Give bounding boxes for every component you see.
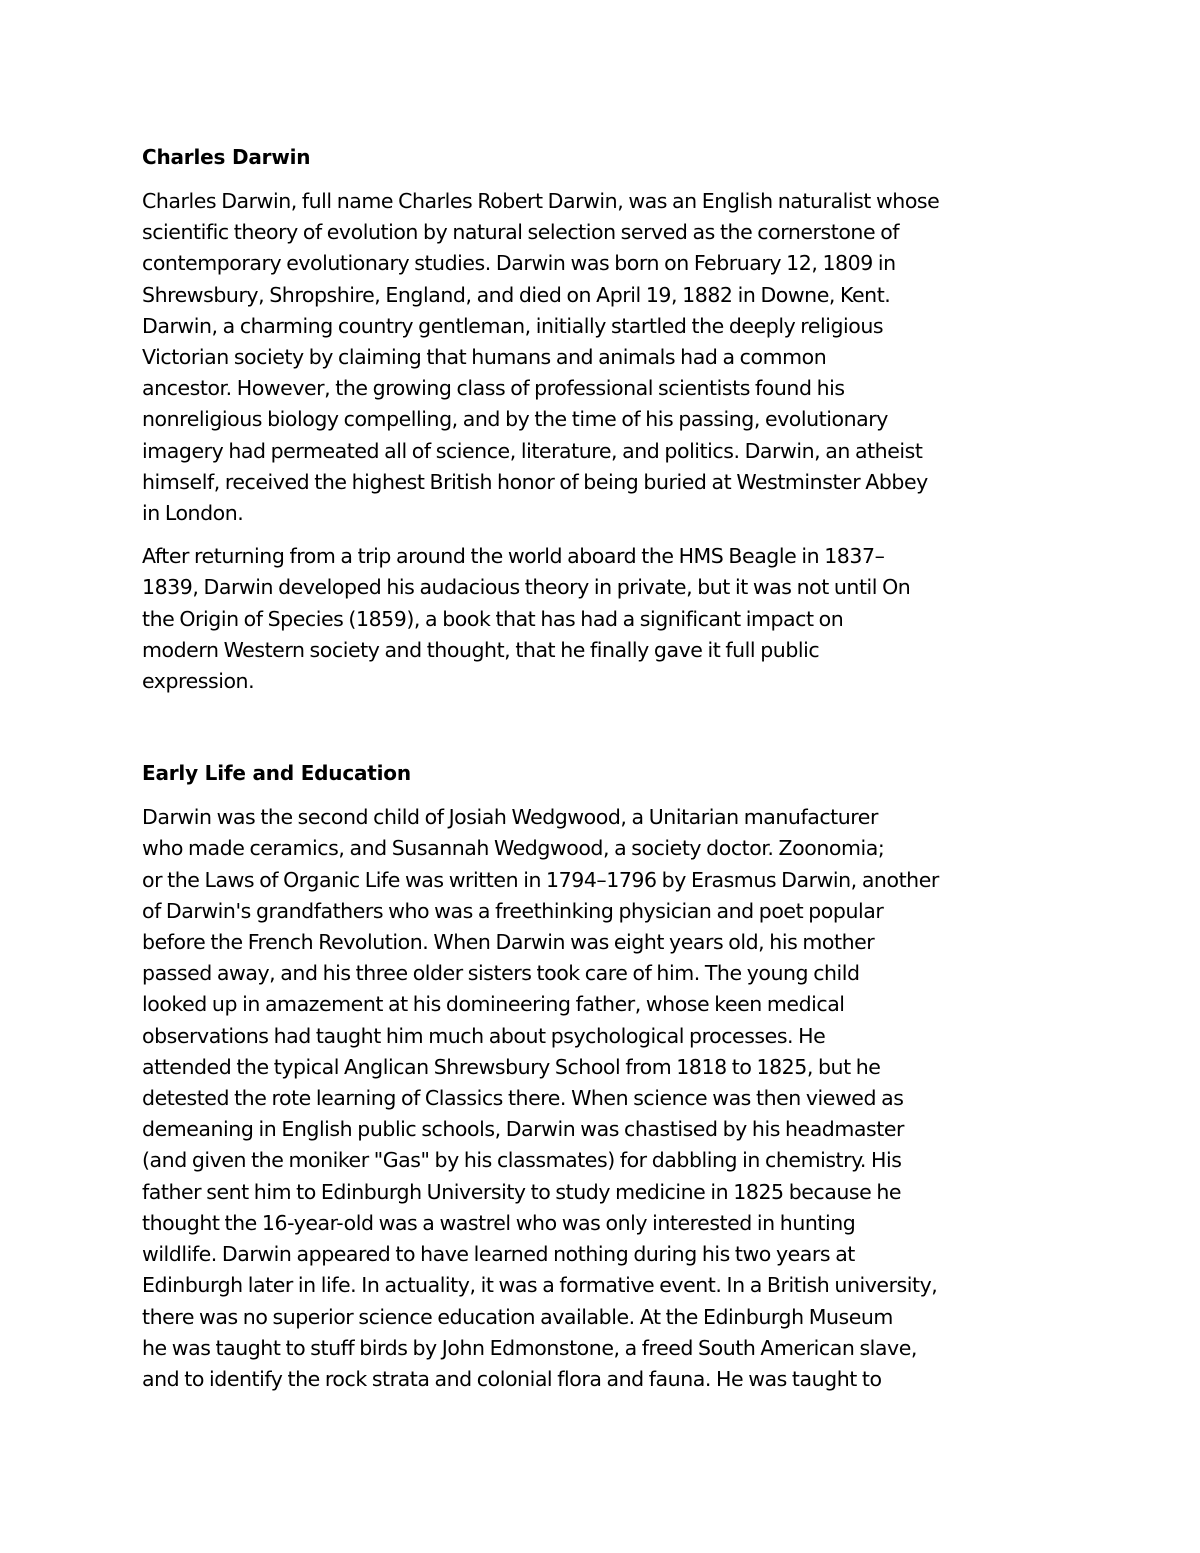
section-heading: Charles Darwin xyxy=(142,145,311,169)
text-line: demeaning in English public schools, Darwin was chastised by his headmaster xyxy=(142,1117,904,1142)
section-heading: Early Life and Education xyxy=(142,761,411,786)
text-line: and to identify the rock strata and colonial flora and fauna. He was taught to xyxy=(142,1366,882,1391)
section-spacer xyxy=(142,709,1077,756)
text-line: in London. xyxy=(142,501,244,526)
text-line: attended the typical Anglican Shrewsbury School from 1818 to 1825, but he xyxy=(142,1054,881,1079)
paragraph xyxy=(142,802,1077,1395)
text-line: observations had taught him much about psychological processes. He xyxy=(142,1023,826,1048)
text-line: Edinburgh later in life. In actuality, it was a formative event. In a British university, xyxy=(142,1273,938,1298)
text-line: thought the 16-year-old was a wastrel who was only interested in hunting xyxy=(142,1210,856,1235)
text-line: imagery had permeated all of science, literature, and politics. Darwin, an atheist xyxy=(142,438,923,463)
text-line: passed away, and his three older sisters took care of him. The young child xyxy=(142,961,860,986)
text-line: Charles Darwin, full name Charles Robert Darwin, was an English naturalist whose xyxy=(142,189,940,213)
text-line: he was taught to stuff birds by John Edmonstone, a freed South American slave, xyxy=(142,1335,917,1360)
text-line: himself, received the highest British honor of being buried at Westminster Abbey xyxy=(142,469,928,494)
paragraph xyxy=(142,186,1077,529)
document-page xyxy=(142,140,1077,1407)
text-line: Darwin, a charming country gentleman, initially startled the deeply religious xyxy=(142,313,884,338)
text-line: or the Laws of Organic Life was written in 1794–1796 by Erasmus Darwin, another xyxy=(142,867,939,892)
text-line: the Origin of Species (1859), a book that has had a significant impact on xyxy=(142,606,844,631)
text-line: looked up in amazement at his domineering father, whose keen medical xyxy=(142,992,845,1017)
text-line: expression. xyxy=(142,669,255,694)
text-line: (and given the moniker "Gas" by his classmates) for dabbling in chemistry. His xyxy=(142,1148,902,1173)
paragraph xyxy=(142,541,1077,697)
text-line: before the French Revolution. When Darwin was eight years old, his mother xyxy=(142,930,875,955)
text-line: scientific theory of evolution by natural selection served as the cornerstone of xyxy=(142,220,900,245)
text-line: who made ceramics, and Susannah Wedgwood, a society doctor. Zoonomia; xyxy=(142,836,885,861)
text-line: wildlife. Darwin appeared to have learned nothing during his two years at xyxy=(142,1242,855,1267)
section-early-life xyxy=(142,756,1077,1395)
text-line: there was no superior science education available. At the Edinburgh Museum xyxy=(142,1304,893,1329)
text-line: nonreligious biology compelling, and by the time of his passing, evolutionary xyxy=(142,407,888,432)
text-line: father sent him to Edinburgh University to study medicine in 1825 because he xyxy=(142,1179,902,1204)
text-line: 1839, Darwin developed his audacious theory in private, but it was not until On xyxy=(142,575,911,600)
text-line: detested the rote learning of Classics there. When science was then viewed as xyxy=(142,1086,904,1111)
text-line: Victorian society by claiming that humans and animals had a common xyxy=(142,345,827,370)
text-line: ancestor. However, the growing class of professional scientists found his xyxy=(142,376,845,401)
text-line: Darwin was the second child of Josiah Wedgwood, a Unitarian manufacturer xyxy=(142,805,878,830)
text-line: of Darwin's grandfathers who was a freethinking physician and poet popular xyxy=(142,898,884,923)
text-line: contemporary evolutionary studies. Darwin was born on February 12, 1809 in xyxy=(142,251,896,276)
text-line: Shrewsbury, Shropshire, England, and died on April 19, 1882 in Downe, Kent. xyxy=(142,282,891,307)
text-line: modern Western society and thought, that he finally gave it full public xyxy=(142,637,820,662)
section-charles-darwin xyxy=(142,140,1077,697)
text-line: After returning from a trip around the world aboard the HMS Beagle in 1837– xyxy=(142,544,885,569)
